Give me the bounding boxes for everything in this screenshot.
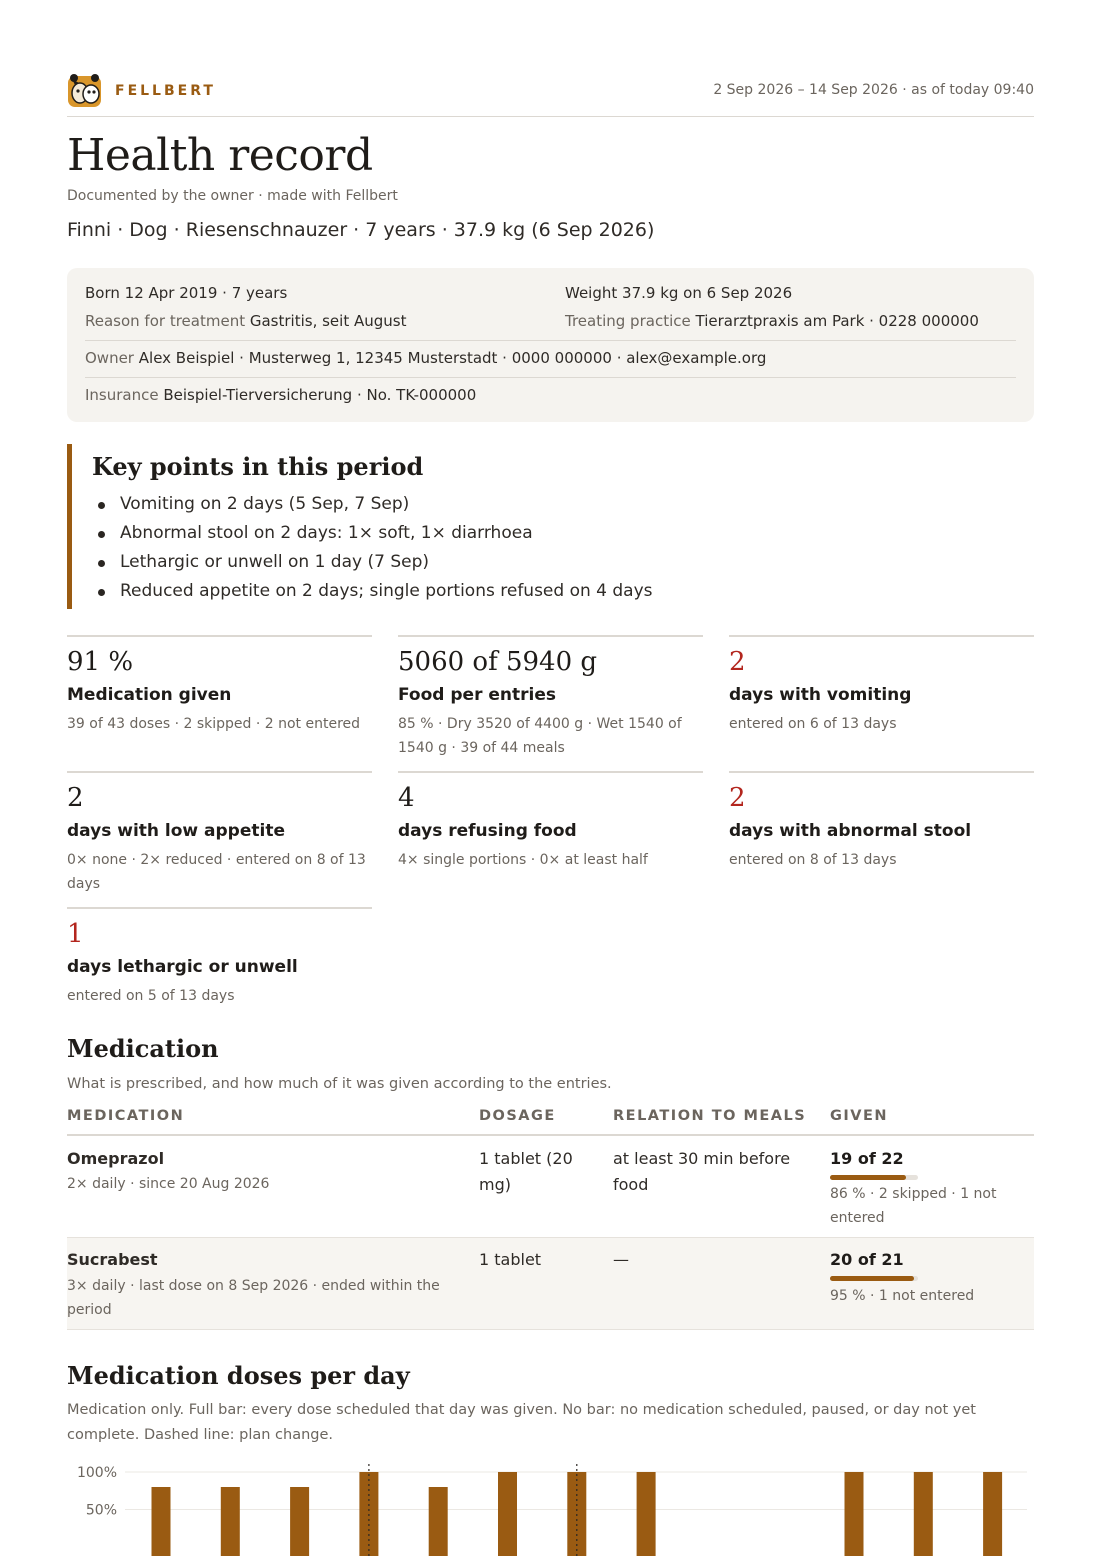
stat-abnormal-stool-days	[729, 771, 1034, 907]
stat-detail: 39 of 43 doses · 2 skipped · 2 not entered	[67, 716, 361, 732]
practice-info	[565, 312, 979, 330]
stat-label: days with abnormal stool	[729, 821, 972, 841]
born-info: Born 12 Apr 2019 · 7 years	[85, 284, 288, 302]
medication-section-title: Medication	[67, 1034, 219, 1063]
owner-value: Alex Beispiel · Musterweg 1, 12345 Musterstadt · 0000 000000 · alex@example.org	[138, 349, 767, 367]
key-points-panel	[67, 444, 1034, 609]
given-count: 20 of 21	[830, 1250, 904, 1269]
medication-name: Sucrabest	[67, 1250, 158, 1269]
bullet-icon	[98, 502, 105, 509]
reason-value: Gastritis, seit August	[249, 312, 407, 330]
report-header	[67, 73, 1034, 117]
stat-detail: 85 % · Dry 3520 of 4400 g · Wet 1540 of 1540 g · 39 of 44 meals	[398, 716, 682, 756]
chart-bar	[498, 1472, 517, 1556]
stat-value: 91 %	[67, 647, 134, 677]
chart-bar	[637, 1472, 656, 1556]
key-points-list	[96, 494, 653, 610]
given-progress-bar	[830, 1175, 918, 1180]
given-progress-fill	[830, 1276, 914, 1281]
chart-bar	[221, 1487, 240, 1556]
insurance-value: Beispiel-Tierversicherung · No. TK-000000	[163, 386, 477, 404]
medication-name: Omeprazol	[67, 1149, 165, 1168]
bullet-icon	[98, 589, 105, 596]
stat-refusing-food-days	[398, 771, 703, 907]
key-points-title: Key points in this period	[92, 452, 424, 481]
bullet-icon	[98, 560, 105, 567]
weight-info: Weight 37.9 kg on 6 Sep 2026	[565, 284, 793, 302]
list-item: Reduced appetite on 2 days; single portions refused on 4 days	[96, 581, 653, 610]
stat-value: 2	[67, 783, 84, 813]
list-item: Vomiting on 2 days (5 Sep, 7 Sep)	[96, 494, 653, 523]
stat-low-appetite-days	[67, 771, 372, 907]
stat-value: 2	[729, 783, 746, 813]
given-detail: 86 % · 2 skipped · 1 not entered	[830, 1186, 997, 1226]
table-row	[67, 1136, 1034, 1238]
stat-detail: entered on 5 of 13 days	[67, 988, 235, 1004]
fellbert-logo-icon	[67, 73, 102, 108]
chart-bar	[429, 1487, 448, 1556]
medication-meal-relation: —	[613, 1250, 629, 1269]
page-title: Health record	[67, 130, 373, 181]
table-row	[67, 1238, 1034, 1330]
y-tick-label: 50%	[85, 1502, 117, 1519]
doses-chart-title: Medication doses per day	[67, 1361, 410, 1390]
medication-dosage: 1 tablet (20 mg)	[479, 1149, 573, 1194]
stat-detail: entered on 8 of 13 days	[729, 852, 897, 868]
stat-value: 1	[67, 919, 84, 949]
practice-label: Treating practice	[565, 312, 691, 330]
info-divider	[85, 377, 1016, 378]
chart-bar	[845, 1472, 864, 1556]
stat-vomiting-days	[729, 635, 1034, 771]
stat-lethargic-days	[67, 907, 372, 1017]
pet-summary: Finni · Dog · Riesenschnauzer · 7 years · 37.9 kg (6 Sep 2026)	[67, 219, 655, 241]
stat-label: days with low appetite	[67, 821, 285, 841]
doses-chart-description: Medication only. Full bar: every dose scheduled that day was given. No bar: no medication scheduled, paused, or day not yet complete. Dashed line: plan change.	[67, 1402, 976, 1443]
medication-meal-relation: at least 30 min before food	[613, 1149, 791, 1194]
insurance-label: Insurance	[85, 386, 159, 404]
reason-info	[85, 312, 406, 330]
stat-label: Medication given	[67, 685, 232, 705]
medication-schedule: 3× daily · last dose on 8 Sep 2026 · ended within the period	[67, 1278, 440, 1318]
chart-bar	[983, 1472, 1002, 1556]
stat-value: 5060 of 5940 g	[398, 647, 598, 677]
given-progress-fill	[830, 1175, 906, 1180]
medication-dosage: 1 tablet	[479, 1250, 542, 1269]
stat-label: Food per entries	[398, 685, 556, 705]
reason-label: Reason for treatment	[85, 312, 246, 330]
given-count: 19 of 22	[830, 1149, 904, 1168]
owner-info	[85, 349, 766, 367]
column-header-given: GIVEN	[830, 1108, 889, 1124]
given-detail: 95 % · 1 not entered	[830, 1288, 975, 1304]
stat-label: days refusing food	[398, 821, 577, 841]
column-header-medication: MEDICATION	[67, 1108, 185, 1124]
medication-schedule: 2× daily · since 20 Aug 2026	[67, 1176, 270, 1192]
y-tick-label: 100%	[76, 1465, 117, 1481]
column-header-dosage: DOSAGE	[479, 1108, 556, 1124]
owner-label: Owner	[85, 349, 134, 367]
chart-bar	[914, 1472, 933, 1556]
brand-name: FELLBERT	[115, 83, 216, 99]
stat-medication-given	[67, 635, 372, 771]
page-subtitle: Documented by the owner · made with Fellbert	[67, 188, 398, 204]
doses-per-day-chart	[67, 1458, 1034, 1556]
chart-bar	[290, 1487, 309, 1556]
info-divider	[85, 340, 1016, 341]
report-period: 2 Sep 2026 – 14 Sep 2026 · as of today 09:40	[713, 82, 1034, 98]
stat-label: days lethargic or unwell	[67, 957, 298, 977]
stat-food-per-entries	[398, 635, 703, 771]
stat-value: 4	[398, 783, 415, 813]
list-item: Abnormal stool on 2 days: 1× soft, 1× diarrhoea	[96, 523, 653, 552]
insurance-info	[85, 386, 476, 404]
chart-bar	[152, 1487, 171, 1556]
medication-description: What is prescribed, and how much of it was given according to the entries.	[67, 1076, 612, 1092]
column-header-relation-to-meals: RELATION TO MEALS	[613, 1108, 807, 1124]
pet-info-box	[67, 268, 1034, 422]
stat-value: 2	[729, 647, 746, 677]
list-item: Lethargic or unwell on 1 day (7 Sep)	[96, 552, 653, 581]
bullet-icon	[98, 531, 105, 538]
given-progress-bar	[830, 1276, 918, 1281]
stat-detail: entered on 6 of 13 days	[729, 716, 897, 732]
stat-detail: 4× single portions · 0× at least half	[398, 852, 648, 868]
stat-label: days with vomiting	[729, 685, 912, 705]
practice-value: Tierarztpraxis am Park · 0228 000000	[695, 312, 979, 330]
stat-detail: 0× none · 2× reduced · entered on 8 of 13 days	[67, 852, 366, 892]
